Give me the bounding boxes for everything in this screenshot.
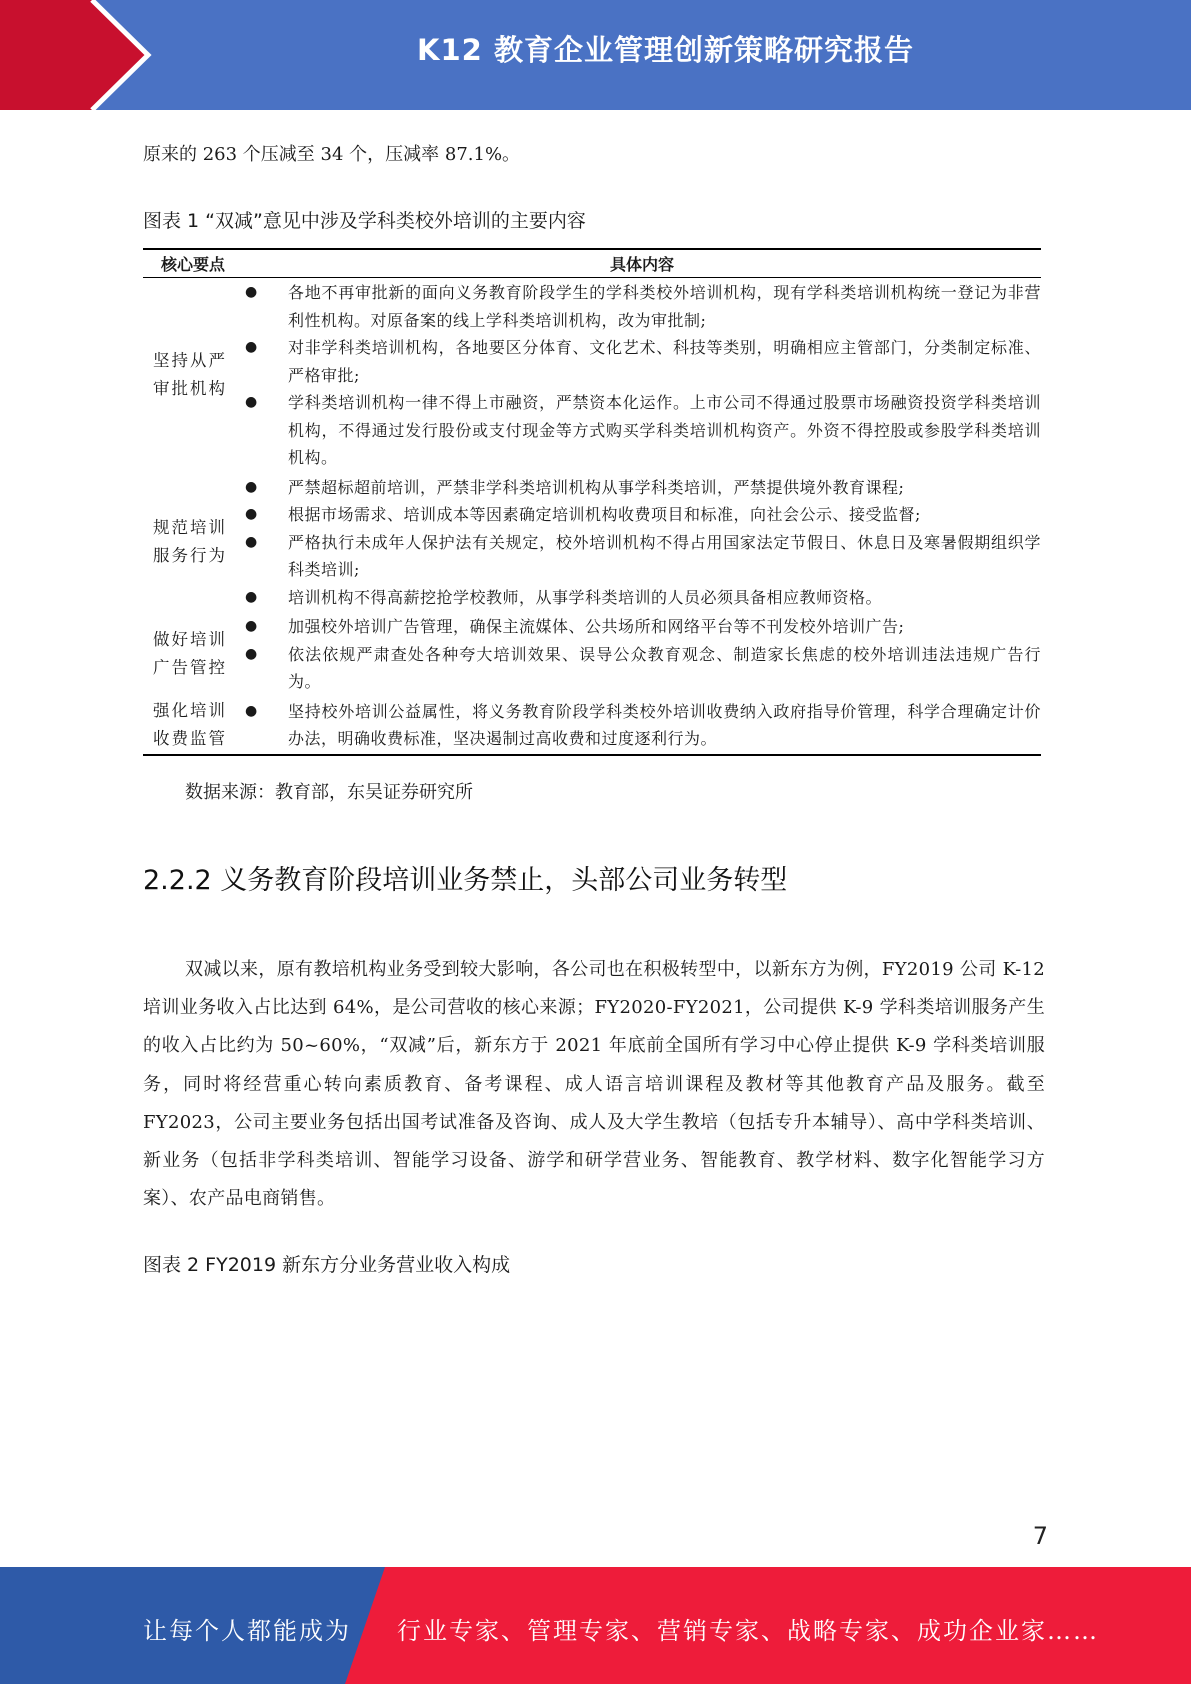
page-number: 7 bbox=[1032, 1522, 1048, 1550]
row-key: 做好培训广告管控 bbox=[153, 630, 227, 678]
item-text: 加强校外培训广告管理，确保主流媒体、公共场所和网络平台等不刊发校外培训广告; bbox=[288, 617, 905, 636]
item-text: 学科类培训机构一律不得上市融资，严禁资本化运作。上市公司不得通过股票市场融资投资学科类培训机构，不得通过发行股份或支付现金等方式购买学科类培训机构资产。外资不得控股或参股学科类培训机构。 bbox=[288, 393, 1041, 467]
row-key: 坚持从严审批机构 bbox=[153, 351, 227, 399]
bullet-icon: ● bbox=[245, 645, 258, 662]
section-heading: 2.2.2 义务教育阶段培训业务禁止，头部公司业务转型 bbox=[143, 865, 788, 896]
double-reduction-table bbox=[143, 248, 1041, 756]
row-key: 规范培训服务行为 bbox=[153, 518, 227, 566]
report-title: K12 教育企业管理创新策略研究报告 bbox=[417, 33, 914, 67]
list-item bbox=[243, 389, 1041, 472]
table-header-key: 核心要点 bbox=[160, 255, 225, 274]
table-row bbox=[143, 697, 1041, 754]
bullet-icon: ● bbox=[245, 339, 258, 355]
list-item bbox=[243, 529, 1041, 584]
figure2-caption: 图表 2 FY2019 新东方分业务营业收入构成 bbox=[143, 1254, 511, 1276]
body-paragraph: 双减以来，原有教培机构业务受到较大影响，各公司也在积极转型中，以新东方为例，FY2019 公司 K-12 培训业务收入占比达到 64%，是公司营收的核心来源；FY2020-FY2021，公司提供 K-9 学科类培训服务产生的收入占比约为 50~60%，“双减”后，新东方于 2021 年底前全国所有学习中心停止提供 K-9 学科类培训服务，同时将经营重心转向素质教育、备考课程、成人语言培训课程及教材等其他教育产品及服务。截至 FY2023，公司主要业务包括出国考试准备及咨询、成人及大学生教培（包括专升本辅导）、高中学科类培训、新业务（包括非学科类培训、智能学习设备、游学和研学营业务、智能教育、教学材料、数字化智能学习方案）、农产品电商销售。 bbox=[143, 959, 1045, 1210]
list-item bbox=[243, 613, 1041, 641]
item-text: 坚持校外培训公益属性，将义务教育阶段学科类校外培训收费纳入政府指导价管理，科学合理确定计价办法，明确收费标准，坚决遏制过高收费和过度逐利行为。 bbox=[288, 701, 1041, 748]
list-item bbox=[243, 279, 1041, 334]
row-key: 强化培训收费监管 bbox=[153, 701, 227, 748]
bullet-icon: ● bbox=[245, 478, 258, 495]
table-header-row bbox=[143, 250, 1041, 278]
item-text: 依法依规严肃查处各种夸大培训效果、误导公众教育观念、制造家长焦虑的校外培训违法违规广告行为。 bbox=[288, 644, 1041, 691]
list-item bbox=[243, 698, 1041, 753]
list-item bbox=[243, 474, 1041, 502]
list-item bbox=[243, 641, 1041, 696]
table-row bbox=[143, 473, 1041, 613]
table-header-content: 具体内容 bbox=[609, 255, 674, 274]
item-text: 根据市场需求、培训成本等因素确定培训机构收费项目和标准，向社会公示、接受监督; bbox=[288, 505, 921, 524]
list-item bbox=[243, 584, 1041, 612]
item-text: 严禁超标超前培训，严禁非学科类培训机构从事学科类培训，严禁提供境外教育课程; bbox=[288, 477, 905, 497]
figure1-caption: 图表 1 “双减”意见中涉及学科类校外培训的主要内容 bbox=[143, 210, 586, 232]
list-item bbox=[243, 334, 1041, 389]
table-row bbox=[143, 278, 1041, 473]
bullet-icon: ● bbox=[245, 394, 258, 410]
page-footer bbox=[0, 1567, 1191, 1684]
page-header bbox=[0, 0, 1191, 110]
item-text: 对非学科类培训机构，各地要区分体育、文化艺术、科技等类别，明确相应主管部门，分类制定标准、严格审批; bbox=[288, 338, 1041, 385]
footer-slogan-right: 行业专家、管理专家、营销专家、战略专家、成功企业家…… bbox=[397, 1617, 1099, 1645]
item-text: 各地不再审批新的面向义务教育阶段学生的学科类校外培训机构，现有学科类培训机构统一登记为非营利性机构。对原备案的线上学科类培训机构，改为审批制; bbox=[288, 283, 1041, 330]
item-text: 严格执行未成年人保护法有关规定，校外培训机构不得占用国家法定节假日、休息日及寒暑假期组织学科类培训; bbox=[288, 532, 1041, 579]
bullet-icon: ● bbox=[245, 533, 258, 550]
item-text: 培训机构不得高薪挖抢学校教师，从事学科类培训的人员必须具备相应教师资格。 bbox=[288, 587, 883, 607]
bullet-icon: ● bbox=[245, 284, 258, 300]
bullet-icon: ● bbox=[245, 702, 258, 719]
list-item bbox=[243, 501, 1041, 529]
footer-slogan-left: 让每个人都能成为 bbox=[143, 1617, 351, 1645]
bullet-icon: ● bbox=[245, 588, 258, 605]
bullet-icon: ● bbox=[245, 506, 258, 522]
data-source-note: 数据来源：教育部，东吴证券研究所 bbox=[185, 782, 473, 803]
bullet-icon: ● bbox=[245, 618, 258, 634]
table-row bbox=[143, 612, 1041, 697]
intro-text: 原来的 263 个压减至 34 个，压减率 87.1%。 bbox=[143, 144, 521, 165]
